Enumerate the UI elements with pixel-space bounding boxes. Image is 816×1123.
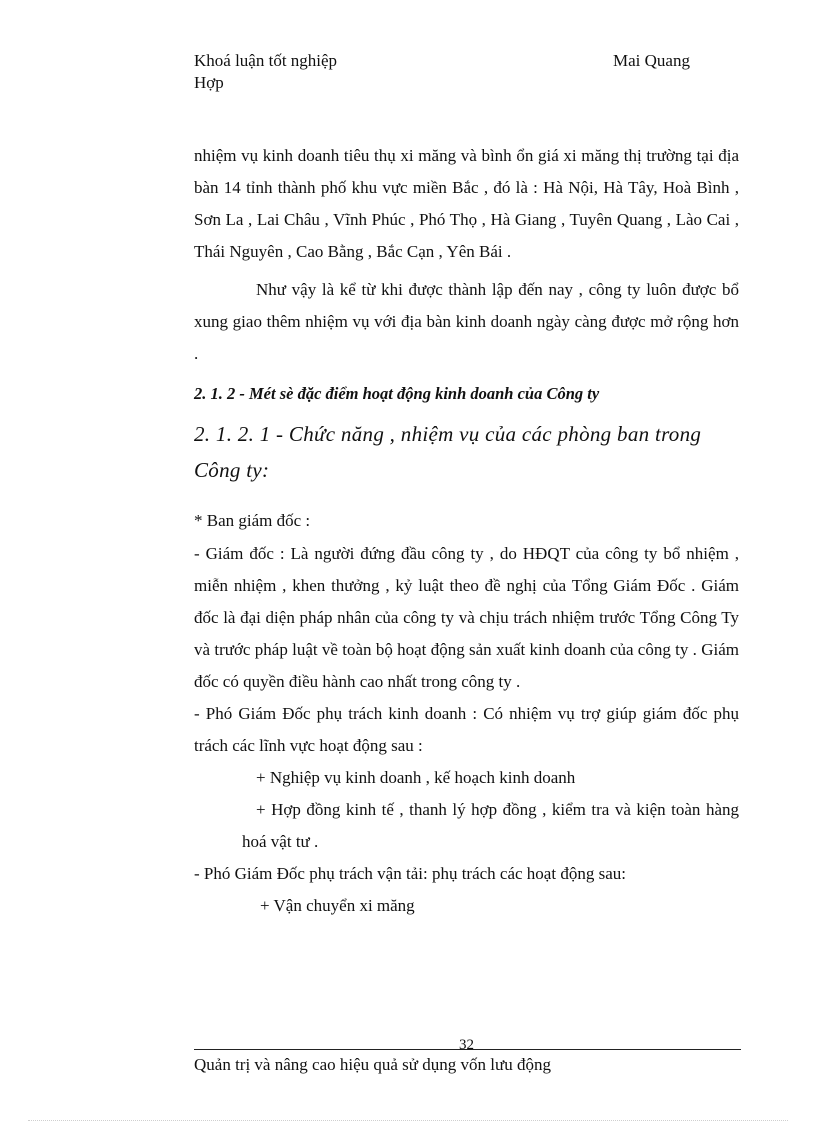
header-author-name: Mai Quang <box>613 51 690 70</box>
section-heading-2-1-2: 2. 1. 2 - Mét sè đặc điểm hoạt động kinh doanh của Công ty <box>194 384 600 403</box>
page-bottom-dotted-border <box>28 1120 788 1121</box>
document-body <box>194 140 739 922</box>
list-item-economic-contracts: + Hợp đồng kinh tế , thanh lý hợp đồng , kiểm tra và kiện toàn hàng hoá vật tư . <box>242 800 739 851</box>
paragraph-director: - Giám đốc : Là người đứng đầu công ty , do HĐQT của công ty bổ nhiệm , miễn nhiệm , khen thưởng , kỷ luật theo đề nghị của Tổng Giám Đốc . Giám đốc là đại diện pháp nhân của công ty và chịu trách nhiệm trước Tổng Công Ty và trước pháp luật về toàn bộ hoạt động sản xuất kinh doanh của công ty . Giám đốc có quyền điều hành cao nhất trong công ty . <box>194 544 739 691</box>
page-footer: Quản trị và nâng cao hiệu quả sử dụng vốn lưu động <box>194 1055 551 1074</box>
paragraph-expansion: Như vậy là kể từ khi được thành lập đến nay , công ty luôn được bổ xung giao thêm nhiệm vụ với địa bàn kinh doanh ngày càng được mở rộng hơn . <box>194 280 739 363</box>
list-item-business-operations: + Nghiệp vụ kinh doanh , kế hoạch kinh doanh <box>256 768 576 787</box>
paragraph-deputy-director-transport: - Phó Giám Đốc phụ trách vận tải: phụ trách các hoạt động sau: <box>194 864 626 883</box>
paragraph-deputy-director-business: - Phó Giám Đốc phụ trách kinh doanh : Có nhiệm vụ trợ giúp giám đốc phụ trách các lĩnh vực hoạt động sau : <box>194 704 739 755</box>
bullet-board-of-directors: * Ban giám đốc : <box>194 511 311 530</box>
header-thesis-title: Khoá luận tốt nghiệp <box>194 51 338 70</box>
header-author-surname: Hợp <box>194 73 224 92</box>
section-heading-2-1-2-1: 2. 1. 2. 1 - Chức năng , nhiệm vụ của các phòng ban trong Công ty: <box>194 422 702 482</box>
list-item-cement-transport: + Vận chuyển xi măng <box>260 896 415 915</box>
paragraph-task-scope: nhiệm vụ kinh doanh tiêu thụ xi măng và bình ổn giá xi măng thị trường tại địa bàn 14 tỉnh thành phố khu vực miền Bắc , đó là : Hà Nội, Hà Tây, Hoà Bình , Sơn La , Lai Châu , Vĩnh Phúc , Phó Thọ , Hà Giang , Tuyên Quang , Lào Cai , Thái Nguyên , Cao Bằng , Bắc Cạn , Yên Bái . <box>194 146 739 261</box>
page-number: 32 <box>459 1037 474 1053</box>
footer-divider <box>194 1049 741 1050</box>
